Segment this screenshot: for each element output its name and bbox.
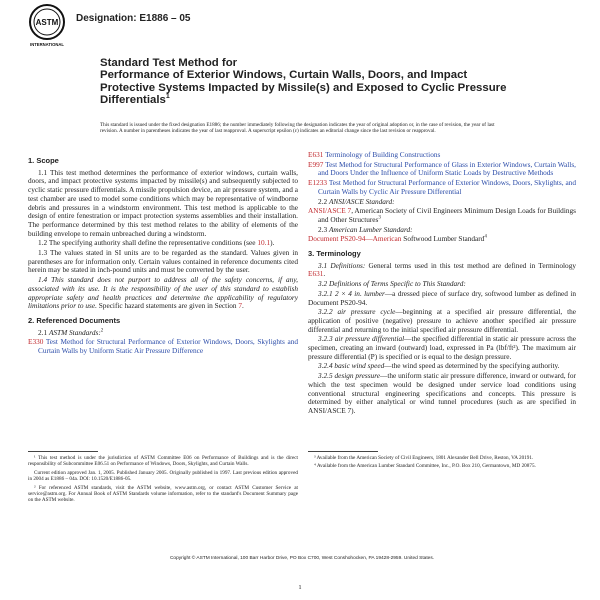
para-3-1-end: . xyxy=(323,269,326,279)
ref-e997[interactable] xyxy=(308,161,576,178)
intro-note: This standard is issued under the fixed designation E1886; the number immediately following the designation indicates the year of original adoption or, in the case of revision, the year of last revision. A number in parentheses indicates the year of last reapproval. A superscript epsilon (ε) indicates an editorial change since the last revision or reapproval. xyxy=(100,122,495,135)
ref-e1233-title[interactable]: Test Method for Structural Performance of Exterior Windows, Doors, Skylights, and Curtain Walls by Cyclic Air Pressure Differential xyxy=(318,178,576,196)
term-design-pressure: 3.2.5 design pressure xyxy=(318,371,381,381)
link-section-7[interactable]: 7 xyxy=(238,301,243,311)
ref-e330[interactable] xyxy=(28,338,298,355)
logo-subtext: INTERNATIONAL xyxy=(30,42,64,47)
def-basic-wind-speed: —the wind speed as determined by the specifying authority. xyxy=(384,361,560,371)
refdocs-heading: 2. Referenced Documents xyxy=(28,315,121,325)
def-air-pressure-differential: —the specified differential in static air pressure across the specimen, creating an inward (outward) load, expressed in Pa (lbf/ft²). The maximum air pressure differential (P) is specified or is equal to the design pressure. xyxy=(308,334,576,361)
para-3-2-4 xyxy=(308,362,576,371)
ref-e997-code[interactable]: E997 xyxy=(308,159,324,169)
para-3-2-1 xyxy=(308,290,576,307)
footnote-rule-right xyxy=(308,451,378,452)
ref-e330-title[interactable]: Test Method for Structural Performance of Exterior Windows, Doors, Skylights and Curtain Walls by Uniform Static Air Pressure Difference xyxy=(38,337,298,356)
footnote-2: ² For referenced ASTM standards, visit the ASTM website, www.astm.org, or contact ASTM Customer Service at service@astm.org. For Annual Book of ASTM Standards volume information, refer to the standard's Document Summary page on the ASTM website. xyxy=(28,484,298,504)
para-3-1 xyxy=(308,262,576,279)
para-3-2 xyxy=(308,280,576,289)
term-basic-wind-speed: 3.2.4 basic wind speed xyxy=(318,361,385,371)
para-3-2-3 xyxy=(308,335,576,361)
ref-ps20[interactable] xyxy=(308,235,576,244)
para-2-2-num: 2.2 xyxy=(318,196,329,206)
link-10-1[interactable]: 10.1 xyxy=(257,238,271,248)
footnote-rule-left xyxy=(28,451,98,452)
ref-e631-title[interactable]: Terminology of Building Constructions xyxy=(325,150,441,159)
safety-statement: 1.4 This standard does not purport to address all of the safety concerns, if any, associated with its use. It is the responsibility of the user of this standard to establish appropriate safety and health practices and determine the applicability of regulatory limitations prior to use. xyxy=(28,275,298,311)
footnote-1b: Current edition approved Jan. 1, 2005. Published January 2005. Originally published in 1997. Last previous edition approved in 2004 as E1886 – 04a. DOI: 10.1520/E1886-05. xyxy=(28,469,298,483)
link-e631[interactable]: E631 xyxy=(308,269,324,279)
para-1-4-text: Specific hazard statements are given in Section xyxy=(96,301,239,311)
footnote-mark-3: 3 xyxy=(378,215,381,221)
left-column xyxy=(28,151,298,357)
ref-asce7-code[interactable]: ANSI/ASCE 7 xyxy=(308,206,352,216)
title-line-2: Performance of Exterior Windows, Curtain Walls, Doors, and Impact Protective Systems Impacted by Missile(s) and Exposed to Cyclic Pressure Differentials xyxy=(100,69,507,107)
para-2-1-num: 2.1 xyxy=(38,327,49,337)
ref-asce7-title: , American Society of Civil Engineers Minimum Design Loads for Buildings and Other Structures xyxy=(318,206,576,224)
para-1-3: 1.3 The values stated in SI units are to be regarded as the standard. Values given in parentheses are for information only. Certain values contained in reference documents cited herein may be stated in inch-pound units and must be converted by the user. xyxy=(28,248,298,275)
footnote-4: ⁴ Available from the American Lumber Standard Committee, Inc., P.O. Box 210, Germantown, MD 20875. xyxy=(314,463,536,470)
para-3-2-5 xyxy=(308,372,576,416)
para-2-3-num: 2.3 xyxy=(318,224,329,234)
para-1-2 xyxy=(28,239,298,248)
document-title xyxy=(100,57,520,107)
para-1-2-text: 1.2 The specifying authority shall define the representative conditions (see xyxy=(38,238,258,248)
footnotes-right xyxy=(308,455,576,472)
definitions-label: 3.1 Definitions: xyxy=(318,260,366,270)
astm-standards-label: ASTM Standards: xyxy=(48,327,101,337)
title-footnote-mark: 1 xyxy=(165,93,170,101)
def-lumber: —a dressed piece of surface dry, softwood lumber as defined in Document PS20-94. xyxy=(308,288,576,307)
ref-asce7[interactable] xyxy=(308,207,576,224)
footnote-3: ³ Available from the American Society of Civil Engineers, 1801 Alexander Bell Drive, Reston, VA 20191. xyxy=(314,455,534,461)
footnotes-left xyxy=(28,455,298,506)
ref-e1233[interactable] xyxy=(308,179,576,196)
para-3-2-2 xyxy=(308,308,576,334)
para-3-1-text: General terms used in this test method are defined in Terminology xyxy=(365,260,576,270)
ref-e631[interactable] xyxy=(308,151,576,160)
ref-e997-title[interactable]: Test Method for Structural Performance of Glass in Exterior Windows, Curtain Walls, and Doors Under the Influence of Uniform Static Loads by Destructive Methods xyxy=(318,159,576,178)
footnote-1: ¹ This test method is under the jurisdiction of ASTM Committee E06 on Performance of Buildings and is the direct responsibility of Subcommittee E06.51 on Performance of Windows, Doors, Skylights, and Curtain Walls. xyxy=(28,455,298,468)
specific-terms-label: 3.2 Definitions of Terms Specific to This Standard: xyxy=(318,279,466,289)
term-air-pressure-cycle: 3.2.2 air pressure cycle xyxy=(318,307,396,317)
designation: Designation: E1886 – 05 xyxy=(76,13,191,24)
astm-logo-icon xyxy=(26,4,68,48)
scope-heading: 1. Scope xyxy=(28,156,59,165)
ansi-label: ANSI/ASCE Standard: xyxy=(328,196,395,206)
para-2-3 xyxy=(308,226,576,235)
footnote-mark-4: 4 xyxy=(484,234,487,240)
right-column xyxy=(308,151,576,417)
terminology-heading: 3. Terminology xyxy=(308,249,361,259)
para-1-4 xyxy=(28,276,298,311)
footnote-mark-2: 2 xyxy=(100,328,104,334)
lumber-label: American Lumber Standard: xyxy=(328,224,413,234)
def-design-pressure: —the uniform static air pressure difference, inward or outward, for which the test specimen would be designed under service load conditions using conventional structural engineering specifications and concepts. This pressure is determined by either analytical or wind tunnel procedures (such as are specified in ANSI/ASCE 7). xyxy=(308,371,576,415)
ref-e1233-code[interactable]: E1233 xyxy=(308,178,328,188)
term-air-pressure-differential: 3.2.3 air pressure differential xyxy=(318,334,405,344)
title-line-1: Standard Test Method for xyxy=(100,57,238,69)
term-lumber: 3.2.1 2 × 4 in. lumber xyxy=(318,288,385,298)
ref-ps20-title: Softwood Lumber Standard xyxy=(401,234,485,244)
para-1-1: 1.1 This test method determines the performance of exterior windows, curtain walls, doors, and impact protective systems impacted by missile(s) and subsequently subjected to cyclic static pressure differentials. A missile propulsion device, an air pressure system, and a test chamber are used to model some conditions which may be representative of windborne debris and pressures in a windstorm environment. This test method is applicable to the design of entire fenestration or impact protection systems assemblies and their installation. The performance determined by this test method relates to the ability of elements of the building envelope to remain unbreached during a windstorm. xyxy=(28,167,298,238)
logo-text: ASTM xyxy=(35,18,59,27)
ref-e631-code[interactable]: E631 xyxy=(308,150,324,159)
ref-e330-code[interactable]: E330 xyxy=(28,337,44,347)
page-number: 1 xyxy=(298,584,302,591)
ref-ps20-code[interactable]: Document PS20-94—American xyxy=(308,234,402,244)
para-2-2 xyxy=(308,198,576,207)
para-1-4-end: . xyxy=(242,301,244,311)
para-2-1 xyxy=(28,329,298,338)
def-air-pressure-cycle: —beginning at a specified air pressure differential, the application of positive (negative) pressure to achieve another specified air pressure differential and returning to the initial specified air pressure differential. xyxy=(308,307,576,334)
copyright-notice: Copyright © ASTM International, 100 Barr Harbor Drive, PO Box C700, West Conshohocken, PA 19428-2959. United States. xyxy=(169,556,435,561)
para-1-2-end: ). xyxy=(270,238,275,248)
